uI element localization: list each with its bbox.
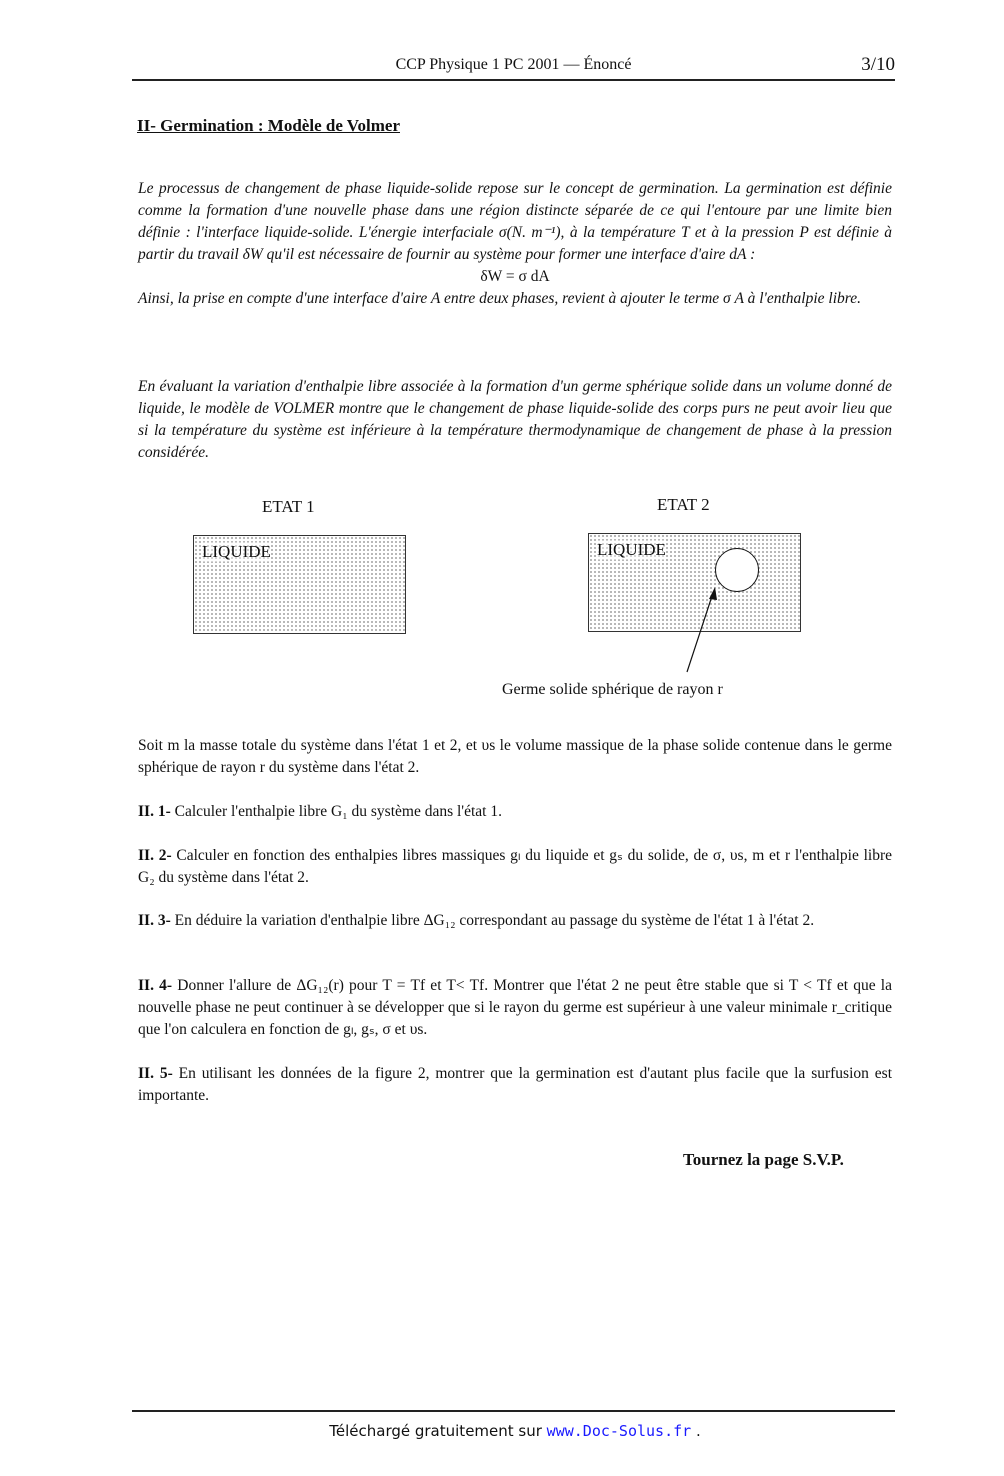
intro-text-2: Ainsi, la prise en compte d'une interface d'aire A entre deux phases, revient à ajouter le terme σ A à l'enthalpie libre. [138,290,861,307]
intro-paragraph [138,178,892,310]
question-5 [138,1063,892,1107]
figure-caption: Germe solide sphérique de rayon r [502,681,723,698]
arrow-icon [680,585,725,680]
question-1 [138,801,892,823]
state1-box [193,535,406,634]
footer-text: Téléchargé gratuitement sur [329,1422,547,1440]
turn-page-note: Tournez la page S.V.P. [683,1150,844,1169]
state2-label: ETAT 2 [657,495,710,514]
question-3 [138,910,892,932]
question-label: II. 1- [138,803,171,820]
liquid-label: LIQUIDE [202,542,271,561]
statement-paragraph: Soit m la masse totale du système dans l'état 1 et 2, et υs le volume massique de la phase solide contenue dans le germe sphérique de rayon r du système dans l'état 2. [138,737,892,776]
section-title: II- Germination : Modèle de Volmer [137,116,400,135]
question-text: Calculer l'enthalpie libre G₁ du système dans l'état 1. [170,803,502,820]
intro-text: Le processus de changement de phase liquide-solide repose sur le concept de germination. La germination est définie comme la formation d'une nouvelle phase dans une région distincte séparée de ce qui l'entoure par une limite bien définie : l'interface liquide-solide. L'énergie interfaciale σ(N. m⁻¹), à la température T et à la pression P est définie à partir du travail δW qu'il est nécessaire de fournir au système pour former une interface d'aire dA : [138,180,892,263]
page-number: 3/10 [861,54,895,75]
question-text: Calculer en fonction des enthalpies libres massiques gₗ du liquide et gₛ du solide, de σ, υs, m et r l'enthalpie libre G₂ du système dans l'état 2. [138,847,892,886]
question-label: II. 3- [138,912,171,929]
header-title: CCP Physique 1 PC 2001 — Énoncé [395,56,632,73]
question-label: II. 4- [138,977,173,994]
question-4 [138,975,892,1041]
footer-rule [132,1410,895,1412]
question-text: Donner l'allure de ΔG₁₂(r) pour T = Tf et T< Tf. Montrer que l'état 2 ne peut être stable que si T < Tf et que la nouvelle phase ne peut continuer à se développer que si le rayon du germe est supérieur à une valeur minimale r_critique que l'on calculera en fonction de gₗ, gₛ, σ et υs. [138,977,892,1038]
question-label: II. 2- [138,847,172,864]
footer-link[interactable]: www.Doc-Solus.fr [546,1422,692,1440]
liquid-label: LIQUIDE [597,540,666,559]
question-2 [138,845,892,889]
question-text: En utilisant les données de la figure 2, montrer que la germination est d'autant plus facile que la surfusion est importante. [138,1065,892,1104]
page-footer [0,1422,1004,1440]
header-rule [132,79,895,81]
question-text: En déduire la variation d'enthalpie libre ΔG₁₂ correspondant au passage du système de l'état 1 à l'état 2. [170,912,815,929]
state1-label: ETAT 1 [262,497,315,516]
equation: δW = σ dA [480,268,550,285]
question-label: II. 5- [138,1065,173,1082]
footer-end: . [691,1422,701,1440]
volmer-paragraph: En évaluant la variation d'enthalpie libre associée à la formation d'un germe sphérique solide dans un volume donné de liquide, le modèle de VOLMER montre que le changement de phase liquide-solide des corps purs ne peut avoir lieu que si la température du système est inférieure à la température thermodynamique de changement de phase à la pression considérée. [138,378,892,461]
